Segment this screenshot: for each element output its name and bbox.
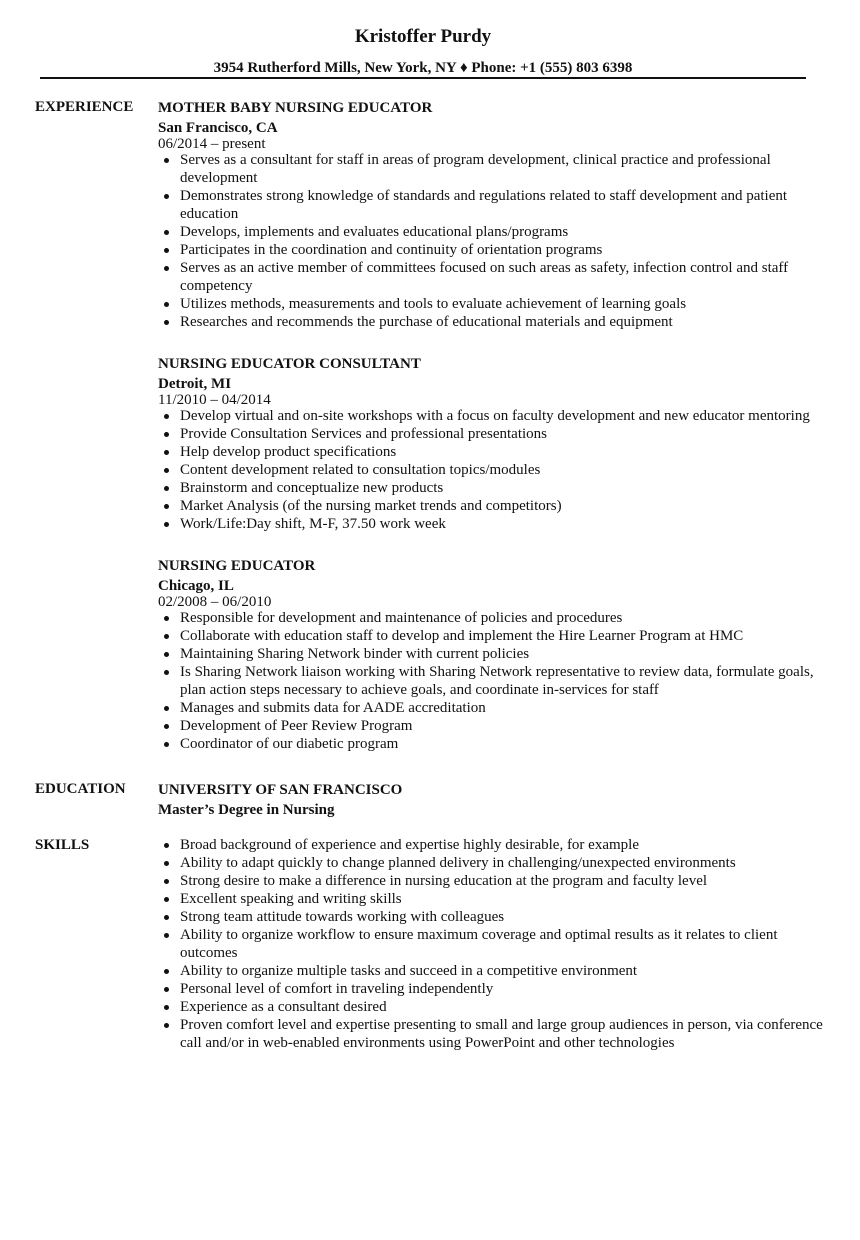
bullet-icon [164,248,169,253]
bullet-icon [164,522,169,527]
list-item-text: Responsible for development and maintenance of policies and procedures [180,610,623,626]
list-item-text: Proven comfort level and expertise presenting to small and large group audiences in person, via conference call and/or in web-enabled environments using PowerPoint and other technologies [180,1017,823,1051]
job-location: Detroit, MI [158,376,232,392]
list-item-text: Strong team attitude towards working with colleagues [180,909,505,925]
list-item-text: Excellent speaking and writing skills [180,891,402,907]
bullet-icon [164,302,169,307]
list-item [158,425,823,443]
experience-section [158,98,823,753]
bullet-icon [164,194,169,199]
list-item-text: Help develop product specifications [180,444,397,460]
list-item [158,479,823,497]
list-item-text: Strong desire to make a difference in nursing education at the program and faculty level [180,873,708,889]
header-divider [40,77,806,79]
bullet-icon [164,486,169,491]
job-entry [158,355,823,533]
bullet-icon [164,320,169,325]
list-item [158,187,823,223]
job-dates: 11/2010 – 04/2014 [158,392,271,408]
list-item [158,980,823,998]
list-item [158,1016,823,1052]
list-item [158,407,823,425]
list-item-text: Serves as an active member of committees focused on such areas as safety, infection control and staff competency [180,260,789,294]
bullet-icon [164,987,169,992]
bullet-icon [164,634,169,639]
job-title: NURSING EDUCATOR CONSULTANT [158,356,421,372]
skills-list [158,836,823,1052]
list-item-text: Ability to organize workflow to ensure maximum coverage and optimal results as it relates to client outcomes [180,927,778,961]
list-item [158,151,823,187]
list-item-text: Utilizes methods, measurements and tools to evaluate achievement of learning goals [180,296,687,312]
bullet-icon [164,1005,169,1010]
list-item [158,515,823,533]
list-item-text: Develop virtual and on-site workshops with a focus on faculty development and new educator mentoring [180,408,810,424]
list-item-text: Market Analysis (of the nursing market trends and competitors) [180,498,562,514]
bullet-icon [164,432,169,437]
list-item [158,699,823,717]
bullet-icon [164,1023,169,1028]
list-item [158,663,823,699]
list-item-text: Personal level of comfort in traveling independently [180,981,494,997]
list-item-text: Provide Consultation Services and professional presentations [180,426,548,442]
list-item-text: Develops, implements and evaluates educational plans/programs [180,224,569,240]
list-item [158,854,823,872]
education-section-label: EDUCATION [35,781,126,797]
list-item-text: Work/Life:Day shift, M-F, 37.50 work week [180,516,446,532]
bullet-icon [164,933,169,938]
list-item [158,872,823,890]
list-item [158,241,823,259]
experience-section-label: EXPERIENCE [35,99,134,115]
job-duties-list [158,609,823,753]
education-school: UNIVERSITY OF SAN FRANCISCO [158,782,403,798]
list-item [158,223,823,241]
bullet-icon [164,230,169,235]
list-item-text: Development of Peer Review Program [180,718,413,734]
list-item-text: Brainstorm and conceptualize new products [180,480,444,496]
bullet-icon [164,158,169,163]
bullet-icon [164,969,169,974]
list-item [158,443,823,461]
job-title: NURSING EDUCATOR [158,558,316,574]
list-item [158,962,823,980]
bullet-icon [164,670,169,675]
list-item-text: Manages and submits data for AADE accreditation [180,700,486,716]
list-item-text: Ability to organize multiple tasks and succeed in a competitive environment [180,963,638,979]
list-item-text: Is Sharing Network liaison working with Sharing Network representative to review data, formulate goals, plan action steps necessary to achieve goals, and coordinate in-services for staff [180,664,814,698]
list-item-text: Ability to adapt quickly to change planned delivery in challenging/unexpected environments [180,855,736,871]
job-entry [158,557,823,753]
list-item [158,627,823,645]
list-item [158,717,823,735]
list-item [158,908,823,926]
skills-section [158,836,823,1052]
bullet-icon [164,652,169,657]
bullet-icon [164,915,169,920]
job-location: Chicago, IL [158,578,234,594]
list-item [158,645,823,663]
bullet-icon [164,414,169,419]
job-dates: 02/2008 – 06/2010 [158,594,272,610]
list-item-text: Content development related to consultation topics/modules [180,462,541,478]
bullet-icon [164,504,169,509]
bullet-icon [164,616,169,621]
bullet-icon [164,897,169,902]
list-item [158,890,823,908]
list-item [158,998,823,1016]
job-duties-list [158,151,823,331]
list-item [158,836,823,854]
list-item [158,295,823,313]
bullet-icon [164,879,169,884]
list-item [158,313,823,331]
list-item [158,259,823,295]
list-item-text: Broad background of experience and expertise highly desirable, for example [180,837,639,853]
job-location: San Francisco, CA [158,120,278,136]
list-item-text: Experience as a consultant desired [180,999,387,1015]
list-item [158,497,823,515]
list-item-text: Collaborate with education staff to develop and implement the Hire Learner Program at HMC [180,628,744,644]
list-item-text: Demonstrates strong knowledge of standards and regulations related to staff development and patient education [180,188,788,222]
bullet-icon [164,724,169,729]
bullet-icon [164,742,169,747]
bullet-icon [164,468,169,473]
list-item-text: Serves as a consultant for staff in areas of program development, clinical practice and professional development [180,152,771,186]
candidate-name: Kristoffer Purdy [354,26,492,47]
job-duties-list [158,407,823,533]
contact-line: 3954 Rutherford Mills, New York, NY ♦ Phone: +1 (555) 803 6398 [213,60,633,76]
skills-section-label: SKILLS [35,837,90,853]
list-item [158,461,823,479]
bullet-icon [164,861,169,866]
job-title: MOTHER BABY NURSING EDUCATOR [158,100,433,116]
bullet-icon [164,450,169,455]
job-dates: 06/2014 – present [158,136,266,152]
list-item [158,926,823,962]
education-degree: Master’s Degree in Nursing [158,802,335,818]
list-item-text: Participates in the coordination and continuity of orientation programs [180,242,603,258]
list-item-text: Coordinator of our diabetic program [180,736,399,752]
list-item [158,609,823,627]
education-section [158,781,823,819]
bullet-icon [164,843,169,848]
list-item-text: Maintaining Sharing Network binder with current policies [180,646,530,662]
job-entry [158,99,823,331]
list-item [158,735,823,753]
list-item-text: Researches and recommends the purchase of educational materials and equipment [180,314,673,330]
bullet-icon [164,266,169,271]
bullet-icon [164,706,169,711]
